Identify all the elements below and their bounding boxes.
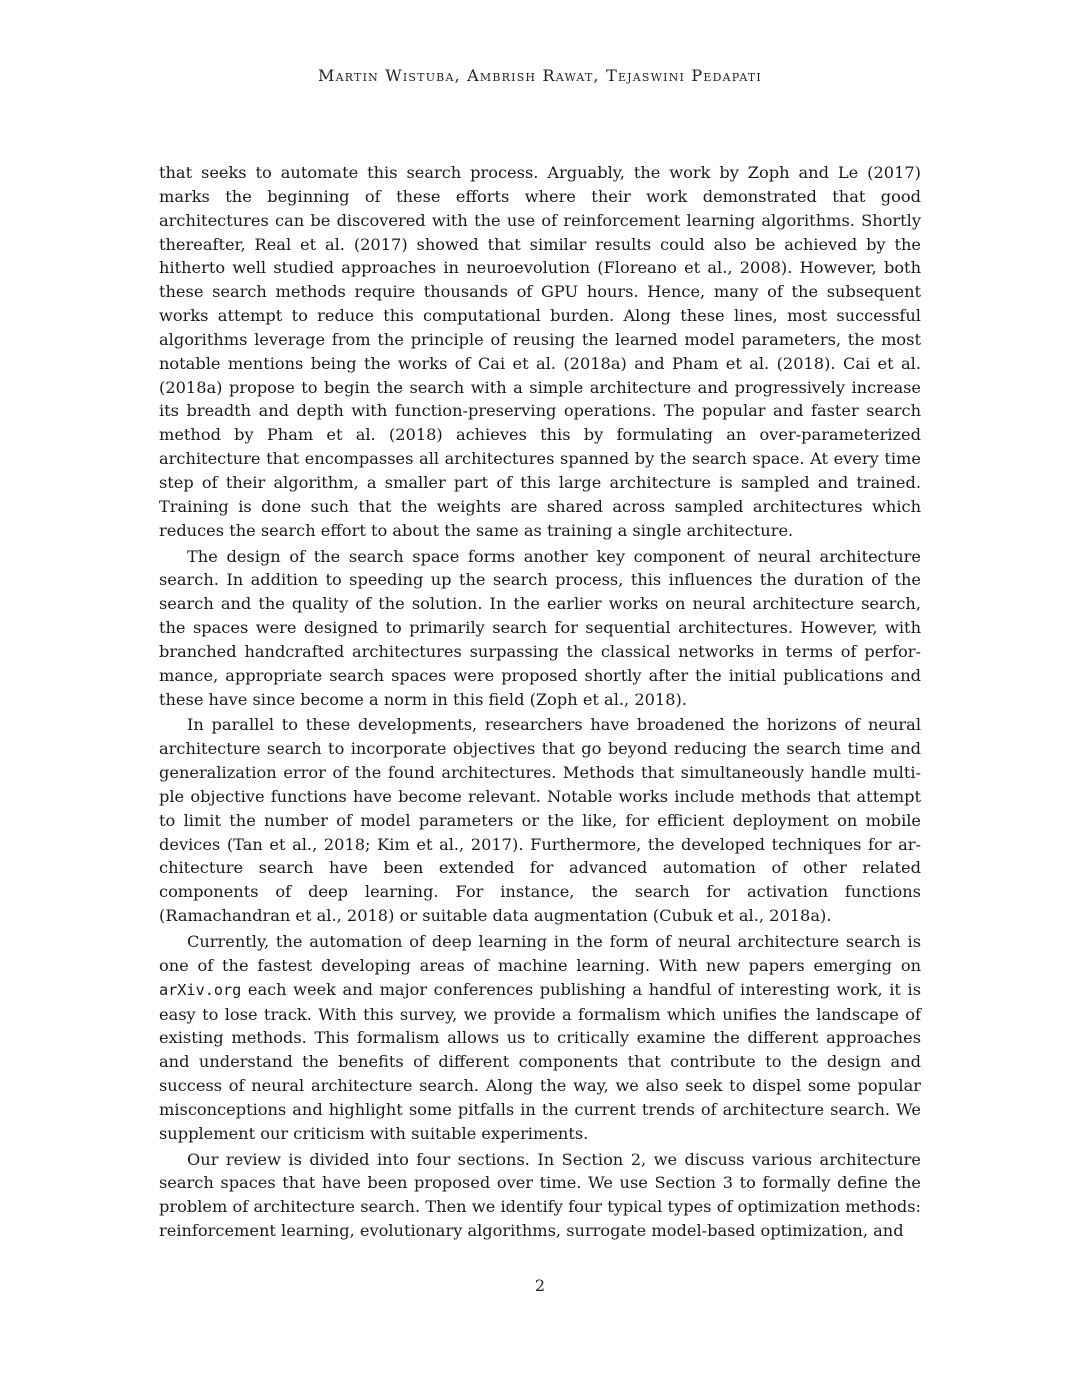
- paragraph-4-text-end: each week and major conferences publishing a handful of interesting work, it is easy to lose track. With this survey, we provide a formalism which unifies the landscape of existing methods. This formalism allows us to critically examine the different approaches and understand the benefits of different components that contribute to the design and success of neural architecture search. Along the way, we also seek to dispel some popular misconceptions and highlight some pitfalls in the current trends of architecture search. We supplement our criticism with suitable experiments.: [159, 979, 921, 1143]
- page-number: 2: [534, 1276, 546, 1295]
- body-text: [159, 161, 921, 1245]
- paragraph-5: Our review is divided into four sections. In Section 2, we discuss various architecture search spaces that have been proposed over time. We use Section 3 to formally define the problem of architecture search. Then we identify four typical types of optimization methods: reinforcement learning, evolutionary algorithms, surrogate model-based optimization, and: [159, 1149, 921, 1241]
- paragraph-4-text-start: Currently, the automation of deep learning in the form of neural architecture search is one of the fastest developing areas of machine learning. With new papers emerging on: [159, 932, 921, 975]
- paragraph-3: In parallel to these developments, researchers have broadened the horizons of neural architecture search to incorporate objectives that go beyond reducing the search time and generalization error of the found architectures. Methods that simultaneously handle multi-ple objective functions have become relevant. Notable works include methods that attempt to limit the number of model parameters or the like, for efficient deployment on mobile devices (Tan et al., 2018; Kim et al., 2017). Furthermore, the developed techniques for ar-chitecture search have been extended for advanced automation of other related components of deep learning. For instance, the search for activation functions (Ramachandran et al., 2018) or suitable data augmentation (Cubuk et al., 2018a).: [159, 715, 921, 926]
- paragraph-4: [159, 930, 921, 1146]
- paragraph-1: that seeks to automate this search process. Arguably, the work by Zoph and Le (2017) marks the beginning of these efforts where their work demonstrated that good architectures can be discovered with the use of reinforcement learning algorithms. Shortly thereafter, Real et al. (2017) showed that similar results could also be achieved by the hitherto well studied approaches in neuroevolution (Floreano et al., 2008). However, both these search methods require thousands of GPU hours. Hence, many of the subsequent works attempt to reduce this computational burden. Along these lines, most successful algorithms leverage from the principle of reusing the learned model parameters, the most notable mentions being the works of Cai et al. (2018a) and Pham et al. (2018). Cai et al. (2018a) propose to begin the search with a simple architecture and progressively increase its breadth and depth with function-preserving operations. The popular and faster search method by Pham et al. (2018) achieves this by formulating an over-parameterized architecture that encompasses all architectures spanned by the search space. At every time step of their algorithm, a smaller part of this large architecture is sampled and trained. Training is done such that the weights are shared across sampled architectures which reduces the search effort to about the same as training a single architecture.: [159, 163, 921, 540]
- running-head: Martin Wistuba, Ambrish Rawat, Tejaswini Pedapati: [318, 66, 762, 85]
- arxiv-link[interactable]: arXiv.org: [159, 980, 242, 999]
- paragraph-2: The design of the search space forms another key component of neural architecture search. In addition to speeding up the search process, this influences the duration of the search and the quality of the solution. In the earlier works on neural architecture search, the spaces were designed to primarily search for sequential architectures. However, with branched handcrafted architectures surpassing the classical networks in terms of perfor-mance, appropriate search spaces were proposed shortly after the initial publications and these have since become a norm in this field (Zoph et al., 2018).: [159, 546, 921, 709]
